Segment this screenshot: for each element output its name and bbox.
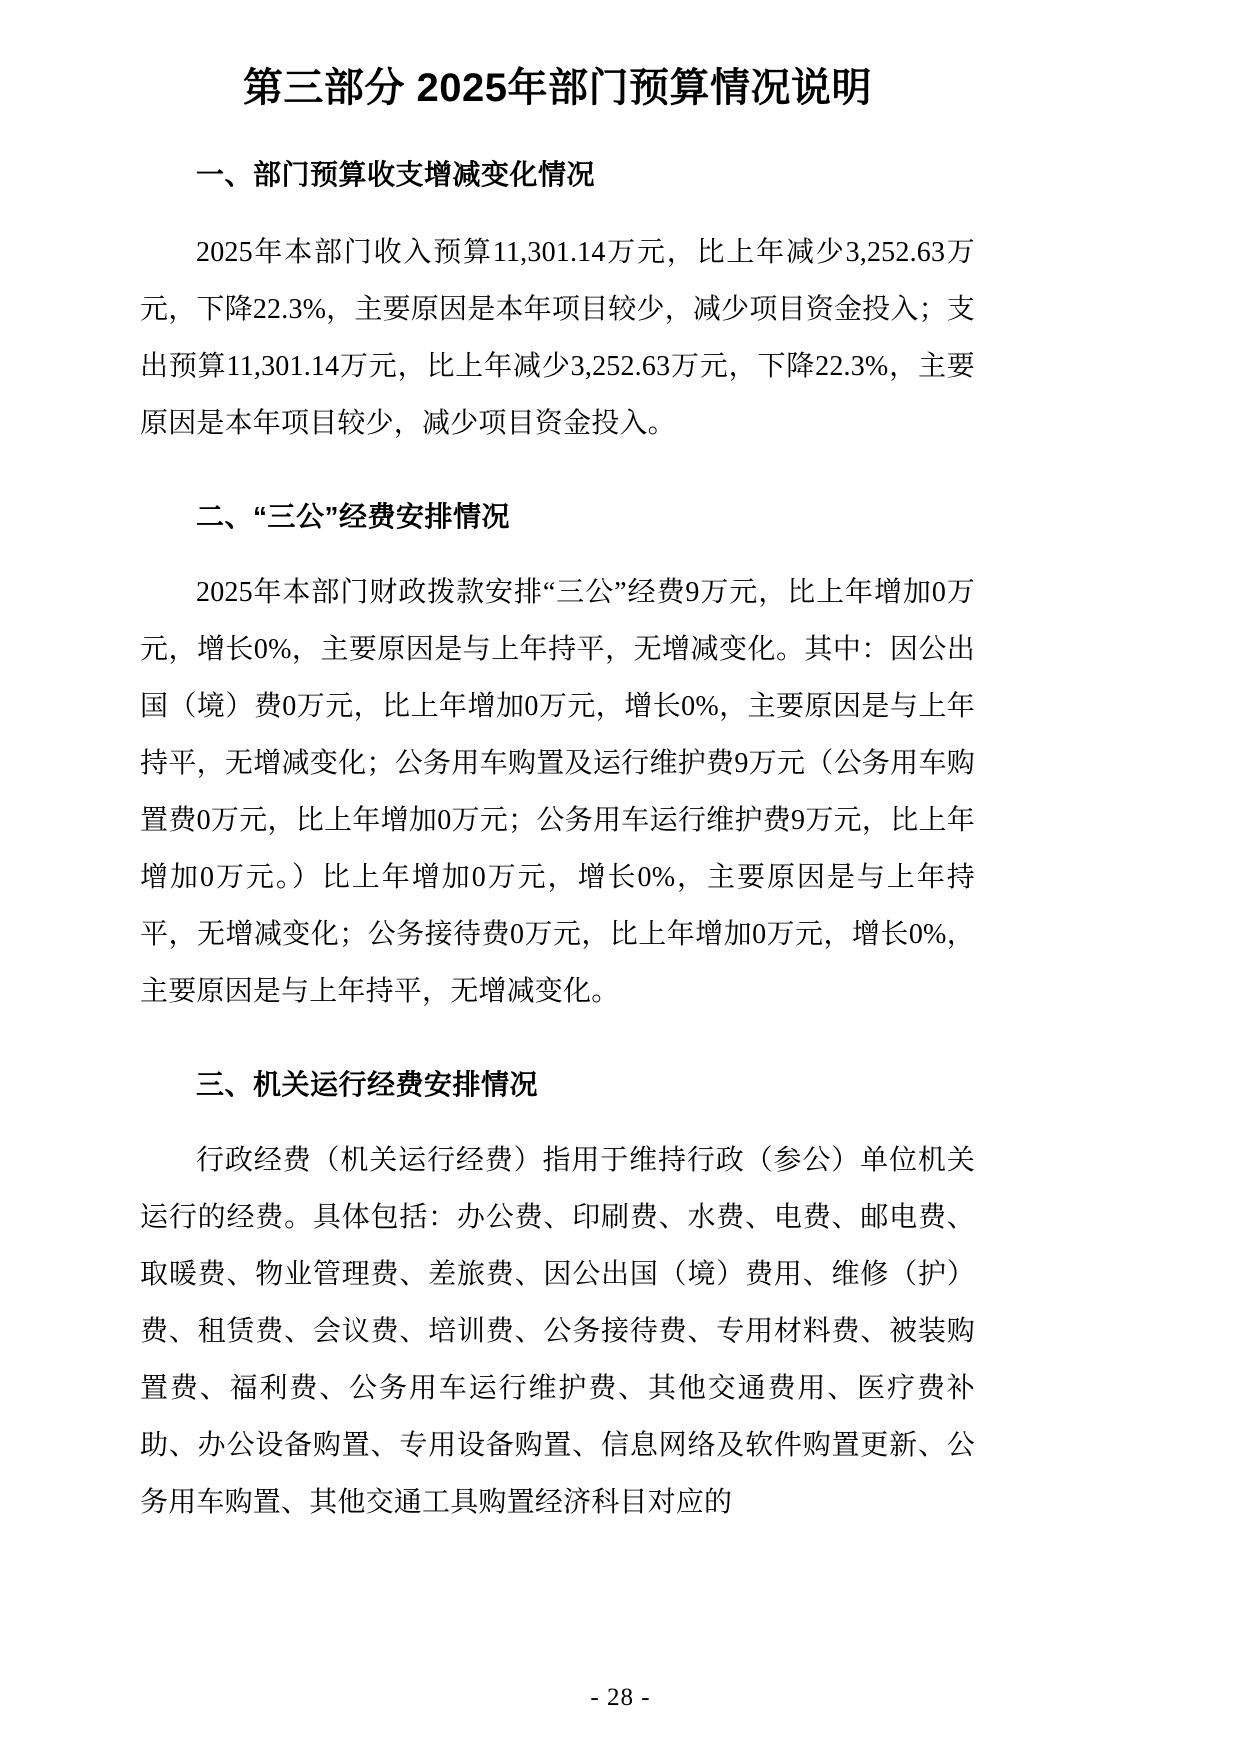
page-title: 第三部分 2025年部门预算情况说明: [242, 66, 873, 110]
section-heading-3: 三、机关运行经费安排情况: [196, 1069, 539, 1100]
section-heading-1: 一、部门预算收支增减变化情况: [196, 159, 596, 190]
page-content: [140, 0, 975, 1531]
section-paragraph-3: 行政经费（机关运行经费）指用于维持行政（参公）单位机关运行的经费。具体包括：办公费、印刷费、水费、电费、邮电费、取暖费、物业管理费、差旅费、因公出国（境）费用、维修（护）费、租赁费、会议费、培训费、公务接待费、专用材料费、被装购置费、福利费、公务用车运行维护费、其他交通费用、医疗费补助、办公设备购置、专用设备购置、信息网络及软件购置更新、公务用车购置、其他交通工具购置经济科目对应的: [140, 1145, 975, 1518]
section-paragraph-1: 2025年本部门收入预算11,301.14万元，比上年减少3,252.63万元，下降22.3%，主要原因是本年项目较少，减少项目资金投入；支出预算11,301.14万元，比上年减少3,252.63万元，下降22.3%，主要原因是本年项目较少，减少项目资金投入。: [140, 237, 975, 439]
section-paragraph-2: 2025年本部门财政拨款安排“三公”经费9万元，比上年增加0万元，增长0%，主要原因是与上年持平，无增减变化。其中：因公出国（境）费0万元，比上年增加0万元，增长0%，主要原因是与上年持平，无增减变化；公务用车购置及运行维护费9万元（公务用车购置费0万元，比上年增加0万元；公务用车运行维护费9万元，比上年增加0万元。）比上年增加0万元，增长0%，主要原因是与上年持平，无增减变化；公务接待费0万元，比上年增加0万元，增长0%，主要原因是与上年持平，无增减变化。: [140, 577, 975, 1007]
page-number: - 28 -: [590, 1684, 651, 1711]
section-heading-2: 二、“三公”经费安排情况: [196, 501, 511, 532]
